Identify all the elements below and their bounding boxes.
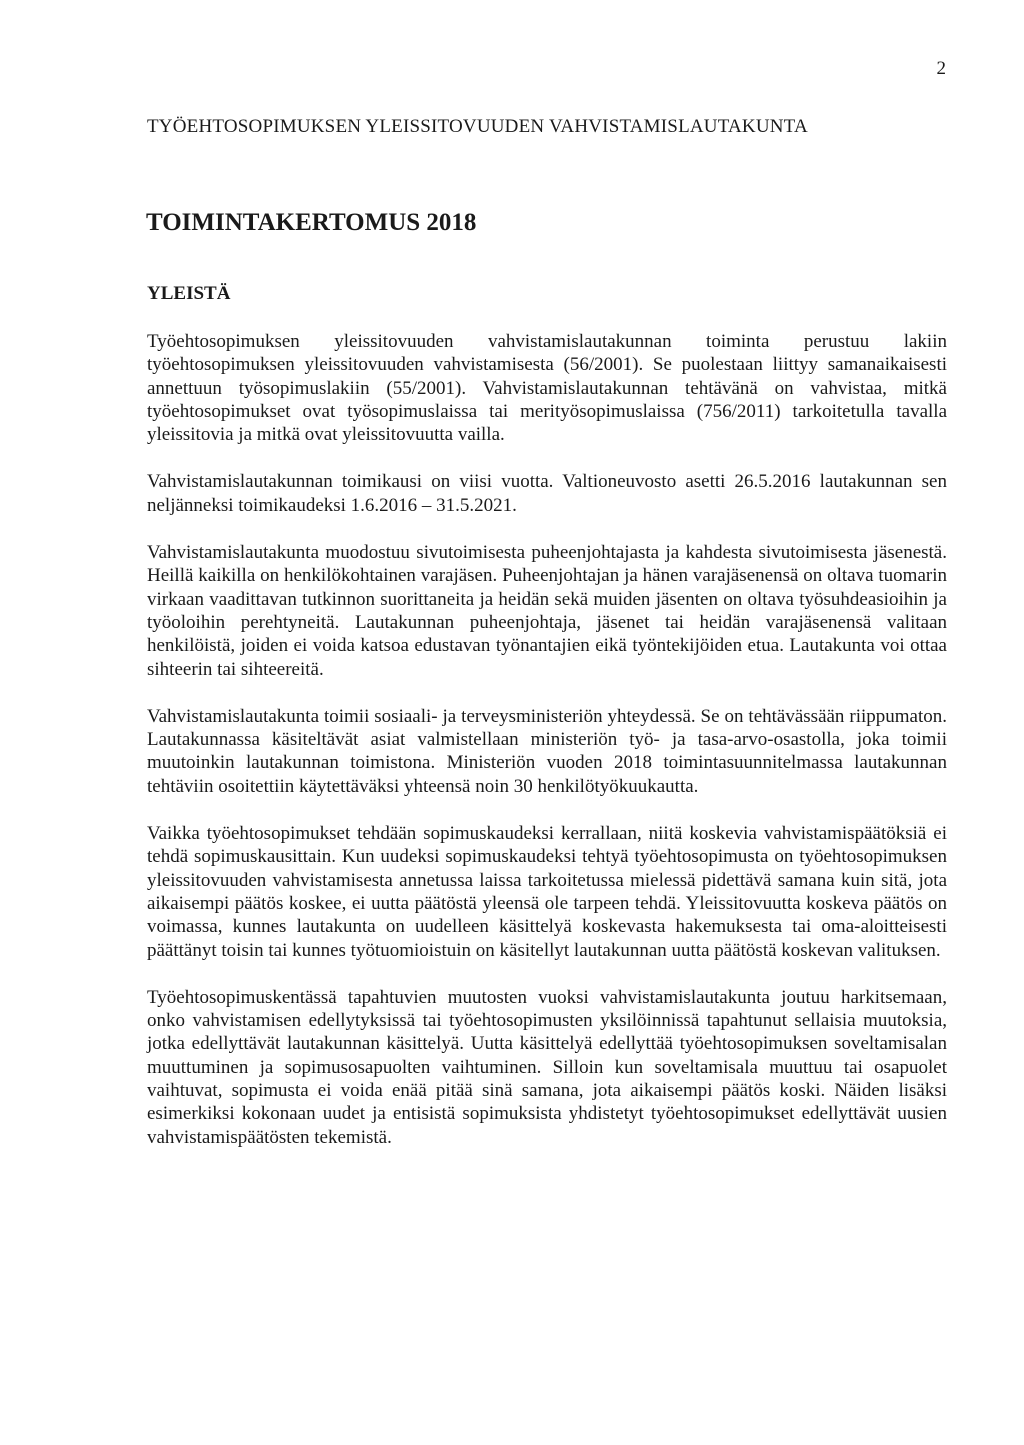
section-heading: YLEISTÄ <box>147 283 231 304</box>
paragraph-decisions: Vaikka työehtosopimukset tehdään sopimuskaudeksi kerrallaan, niitä koskevia vahvistamispäätöksiä ei tehdä sopimuskausittain. Kun uudeksi sopimuskaudeksi tehtyä työehtosopimusta on työehtosopimuksen yleissitovuuden vahvistamisesta annetussa laissa tarkoitetussa mielessä pidettävä samana kuin sitä, jota aikaisempi päätös koskee, ei uutta päätöstä yleensä ole tarpeen tehdä. Yleissitovuutta koskeva päätös on voimassa, kunnes lautakunta on uudelleen käsittelyä koskevasta hakemuksesta tai oma-aloitteisesti päättänyt toisin tai kunnes työtuomioistuin on käsitellyt lautakunnan uutta päätöstä koskevan valituksen. <box>147 823 947 961</box>
report-title: TOIMINTAKERTOMUS 2018 <box>146 209 477 236</box>
paragraph-changes: Työehtosopimuskentässä tapahtuvien muutosten vuoksi vahvistamislautakunta joutuu harkitsemaan, onko vahvistamisen edellytyksissä tai työehtosopimusten yksilöinnissä tapahtunut sellaisia muutoksia, jotka edellyttävät lautakunnan käsittelyä. Uutta käsittelyä edellyttää työehtosopimuksen soveltamisalan muuttuminen ja sopimusosapuolten vaihtuminen. Silloin kun soveltamisala muuttuu tai osapuolet vaihtuvat, sopimusta ei voida enää pitää sinä samana, jota aikaisempi päätös koski. Näiden lisäksi esimerkiksi kokonaan uudet ja entisistä sopimuksista yhdistetyt työehtosopimukset edellyttävät uusien vahvistamispäätösten tekemistä. <box>147 986 947 1148</box>
page-number: 2 <box>936 58 946 79</box>
paragraph-legal-basis: Työehtosopimuksen yleissitovuuden vahvistamislautakunnan toiminta perustuu lakiin työehtosopimuksen yleissitovuuden vahvistamisesta (56/2001). Se puolestaan liittyy samanaikaisesti annettuun työsopimuslakiin (55/2001). Vahvistamislautakunnan tehtävänä on vahvistaa, mitkä työehtosopimukset ovat työsopimuslaissa tai merityösopimuslaissa (756/2011) tarkoitetulla tavalla yleissitovia ja mitkä ovat yleissitovuutta vailla. <box>147 331 947 446</box>
paragraph-term: Vahvistamislautakunnan toimikausi on viisi vuotta. Valtioneuvosto asetti 26.5.2016 lautakunnan sen neljänneksi toimikaudeksi 1.6.2016 – 31.5.2021. <box>147 471 947 516</box>
paragraph-composition: Vahvistamislautakunta muodostuu sivutoimisesta puheenjohtajasta ja kahdesta sivutoimisesta jäsenestä. Heillä kaikilla on henkilökohtainen varajäsen. Puheenjohtajan ja hänen varajäsenensä on oltava tuomarin virkaan vaadittavan tutkinnon suorittaneita ja heidän sekä muiden jäsenten on oltava työsuhdeasioihin ja työoloihin perehtyneitä. Lautakunnan puheenjohtaja, jäsenet tai heidän varajäsenensä valitaan henkilöistä, joiden ei voida katsoa edustavan työnantajien eikä työntekijöiden etua. Lautakunta voi ottaa sihteerin tai sihteereitä. <box>147 542 947 680</box>
organization-title: TYÖEHTOSOPIMUKSEN YLEISSITOVUUDEN VAHVISTAMISLAUTAKUNTA <box>147 116 808 137</box>
body-text <box>147 330 947 1173</box>
paragraph-ministry: Vahvistamislautakunta toimii sosiaali- ja terveysministeriön yhteydessä. Se on tehtävässään riippumaton. Lautakunnassa käsiteltävät asiat valmistellaan ministeriön työ- ja tasa-arvo-osastolla, joka toimii muutoinkin lautakunnan toimistona. Ministeriön vuoden 2018 toimintasuunnitelmassa lautakunnan tehtäviin osoitettiin käytettäväksi yhteensä noin 30 henkilötyökuukautta. <box>147 705 947 797</box>
